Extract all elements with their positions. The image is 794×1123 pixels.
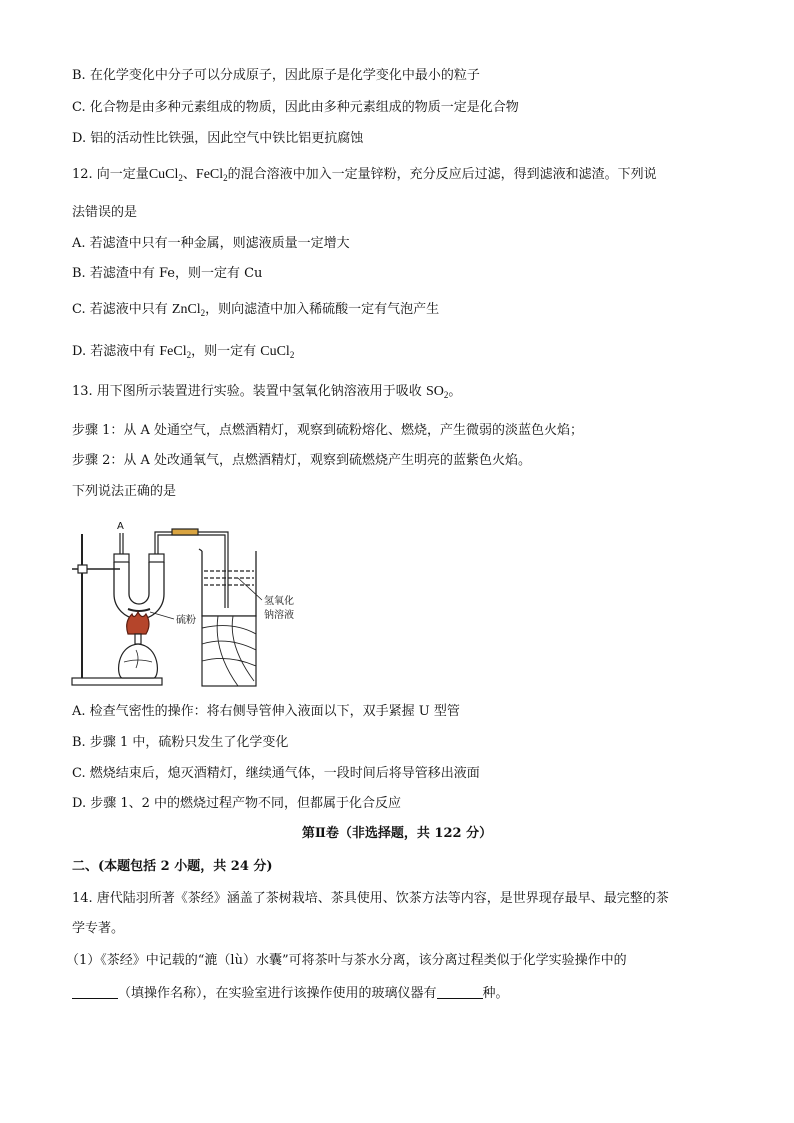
formula-cucl2: CuCl$_2$: [260, 344, 295, 360]
q13-option-a: A. 检查气密性的操作：将右侧导管伸入液面以下，双手紧握 U 型管: [72, 704, 460, 719]
experiment-apparatus-figure: [68, 516, 308, 696]
q12-option-d: D. 若滤液中有 FeCl$_2$，则一定有 CuCl$_2$: [72, 344, 295, 360]
q13-step2: 步骤 2：从 A 处改通氧气，点燃酒精灯，观察到硫燃烧产生明亮的蓝紫色火焰。: [72, 453, 532, 468]
q14-sub1-line2: （填操作名称），在实验室进行该操作使用的玻璃仪器有 种。: [72, 985, 509, 1003]
stopper-right: [149, 554, 164, 562]
q11-option-d: D. 铝的活动性比铁强，因此空气中铁比铝更抗腐蚀: [72, 131, 364, 146]
q12-number: 12. 向一定量: [72, 167, 149, 182]
part2-title: 第Ⅱ卷（非选择题，共 122 分）: [301, 826, 493, 841]
stopper-left: [114, 554, 129, 562]
label-a: A: [117, 521, 124, 532]
label-naoh-line2: 钠溶液: [264, 610, 294, 621]
section-heading: 二、(本题包括 2 小题，共 24 分): [72, 859, 273, 874]
formula-so2: $SO_2$: [425, 384, 449, 400]
q12-stem-line2: 法错误的是: [72, 205, 138, 220]
q13-option-d: D. 步骤 1、2 中的燃烧过程产物不同，但都属于化合反应: [72, 796, 402, 811]
formula-cucl2: CuCl$_2$: [148, 167, 183, 183]
formula-fecl2: FeCl$_2$: [159, 344, 192, 360]
label-naoh-line1: 氢氧化: [264, 596, 294, 607]
q12-option-b: B. 若滤渣中有 Fe，则一定有 Cu: [72, 266, 263, 281]
answer-blank[interactable]: [72, 985, 118, 999]
beaker: [202, 551, 256, 616]
flame: [127, 612, 149, 634]
stand-base: [72, 678, 162, 685]
q13-step1: 步骤 1：从 A 处通空气，点燃酒精灯，观察到硫粉熔化、燃烧，产生微弱的淡蓝色火焰；: [72, 423, 584, 438]
rubber-connector: [172, 529, 198, 535]
q14-stem: 14. 唐代陆羽所著《茶经》涵盖了茶树栽培、茶具使用、饮茶方法等内容，是世界现存最早、最完整的茶: [72, 891, 669, 906]
label-sulfur: 硫粉: [176, 615, 196, 626]
q12-option-c: C. 若滤液中只有 ZnCl$_2$，则向滤渣中加入稀硫酸一定有气泡产生: [72, 302, 440, 318]
q14-stem-line2: 学专著。: [72, 921, 125, 936]
q13-prompt: 下列说法正确的是: [72, 484, 177, 499]
q12-stem: 12. 向一定量CuCl$_2$、FeCl$_2$的混合溶液中加入一定量锌粉，充分反应后过滤，得到滤液和滤渣。下列说: [72, 167, 657, 183]
q11-option-c: C. 化合物是由多种元素组成的物质，因此由多种元素组成的物质一定是化合物: [72, 100, 519, 115]
lamp-wick: [135, 634, 141, 644]
q13-stem: 13. 用下图所示装置进行实验。装置中氢氧化钠溶液用于吸收 $SO_2$。: [72, 384, 462, 400]
q13-option-b: B. 步骤 1 中，硫粉只发生了化学变化: [72, 735, 289, 750]
q13-option-c: C. 燃烧结束后，熄灭酒精灯，继续通气体，一段时间后将导管移出液面: [72, 766, 480, 781]
answer-blank[interactable]: [437, 985, 483, 999]
formula-fecl2: FeCl$_2$: [195, 167, 228, 183]
formula-zncl2: ZnCl$_2$: [171, 302, 206, 318]
q11-option-b: B. 在化学变化中分子可以分成原子，因此原子是化学变化中最小的粒子: [72, 68, 480, 83]
q14-sub1: （1）《茶经》中记载的“漉（lù）水囊”可将茶叶与茶水分离，该分离过程类似于化学实验操作中的: [66, 953, 627, 968]
outlet-tube: [155, 532, 228, 608]
sulfur-powder: [128, 609, 150, 611]
q12-option-a: A. 若滤渣中只有一种金属，则滤液质量一定增大: [72, 236, 350, 251]
